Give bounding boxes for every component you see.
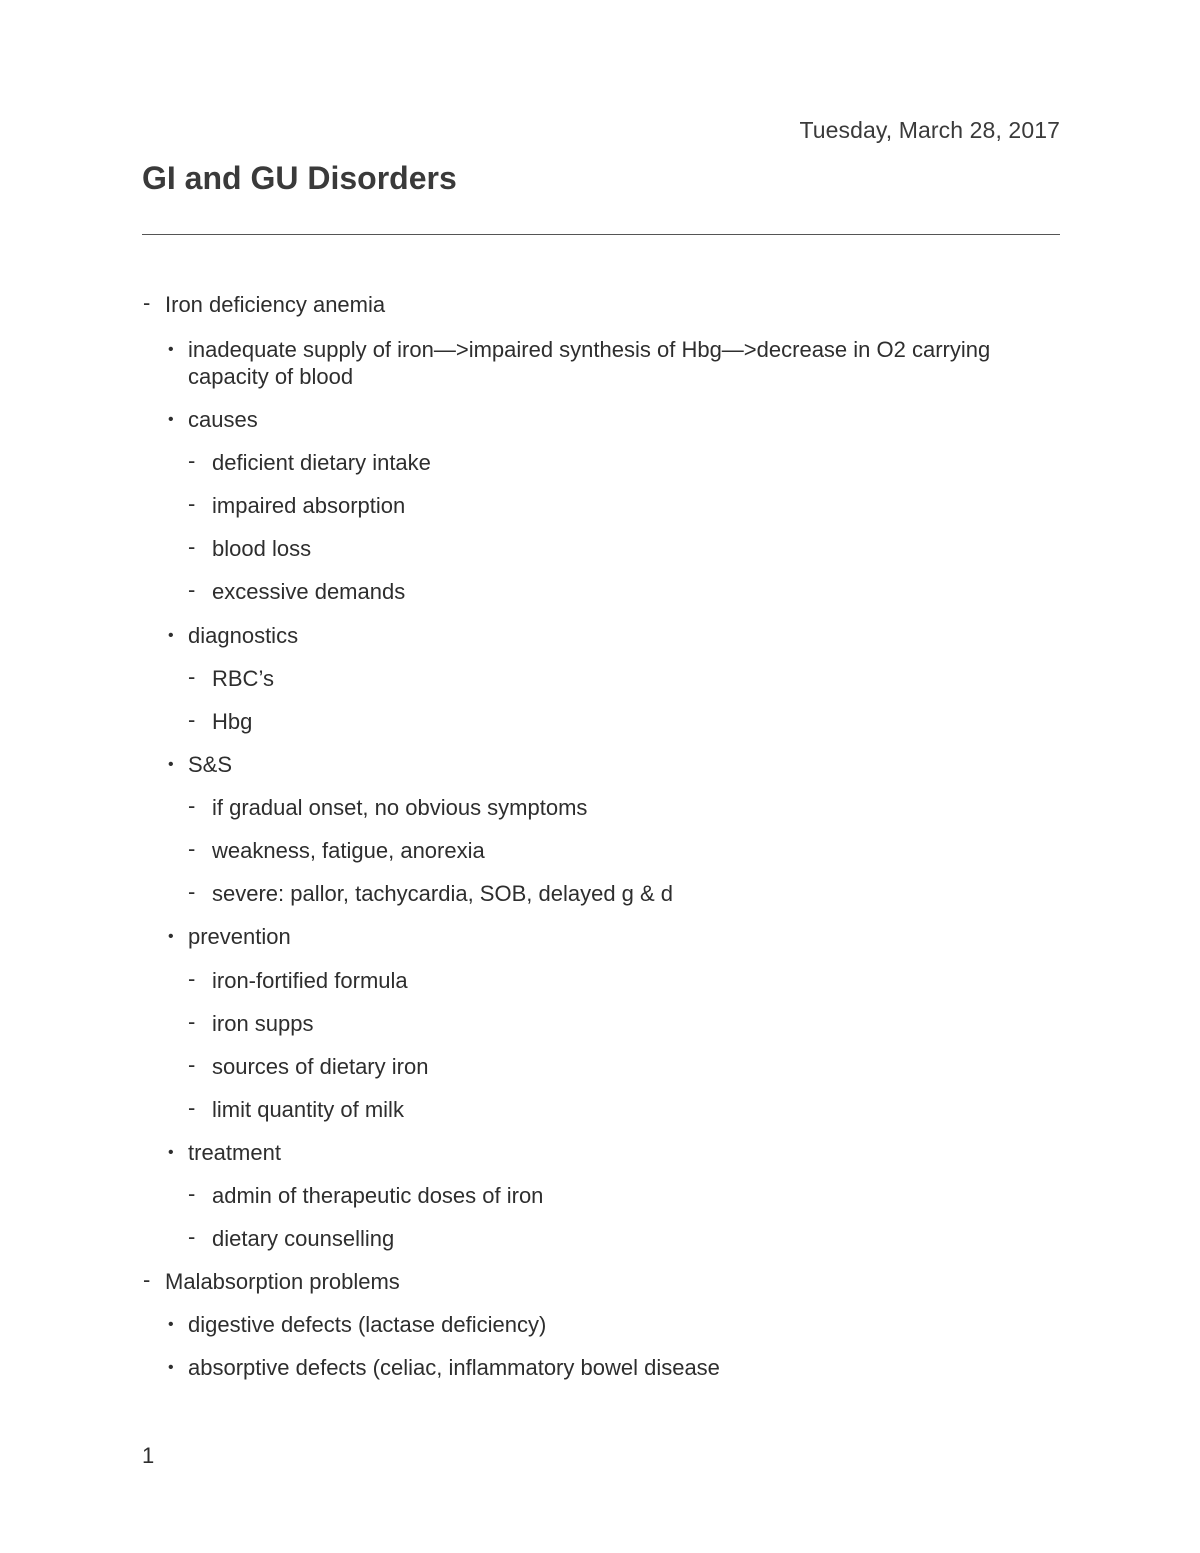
list-item [188, 1224, 395, 1252]
list-item [188, 491, 406, 519]
list-item [188, 1052, 429, 1080]
list-item [188, 793, 588, 821]
outline-label: treatment [188, 1140, 281, 1165]
bullet-marker: • [168, 627, 174, 644]
bullet-marker: • [168, 756, 174, 773]
list-item-label: dietary counselling [212, 1226, 395, 1251]
list-item-label: iron supps [212, 1011, 314, 1036]
list-item [188, 664, 274, 692]
dash-marker: - [188, 1181, 196, 1206]
outline-item-iron-deficiency [143, 290, 386, 318]
dash-marker: - [188, 836, 196, 861]
list-item [188, 836, 485, 864]
list-item-label: blood loss [212, 536, 312, 561]
dash-marker: - [188, 1052, 196, 1077]
dash-marker: - [188, 707, 196, 732]
outline-label: S&S [188, 752, 233, 777]
list-item [188, 534, 312, 562]
list-item [188, 1009, 314, 1037]
dash-marker: - [188, 448, 196, 473]
dash-marker: - [188, 879, 196, 904]
list-item [168, 1354, 720, 1381]
outline-item-treatment [168, 1139, 281, 1166]
dash-marker: - [188, 1009, 196, 1034]
bullet-marker: • [168, 1359, 174, 1376]
list-item-label: iron-fortified formula [212, 968, 408, 993]
outline-label: prevention [188, 924, 291, 949]
list-item-label: admin of therapeutic doses of iron [212, 1183, 544, 1208]
outline-item-signs-symptoms [168, 751, 233, 778]
outline-item-prevention [168, 923, 291, 950]
outline-label: causes [188, 407, 258, 432]
list-item-label: RBC’s [212, 666, 274, 691]
list-item [188, 1095, 404, 1123]
outline-label: inadequate supply of iron—>impaired synthesis of Hbg—>decrease in O2 carrying capacity of blood [188, 337, 991, 389]
bullet-marker: • [168, 341, 174, 358]
dash-marker: - [188, 534, 196, 559]
outline-label: diagnostics [188, 623, 299, 648]
dash-marker: - [188, 1095, 196, 1120]
list-item [188, 707, 253, 735]
date-label: Tuesday, March 28, 2017 [799, 117, 1060, 143]
bullet-marker: • [168, 1144, 174, 1161]
list-item [188, 448, 431, 476]
list-item-label: severe: pallor, tachycardia, SOB, delayed g & d [212, 881, 674, 906]
dash-marker: - [143, 290, 151, 315]
list-item-label: impaired absorption [212, 493, 406, 518]
list-item-label: digestive defects (lactase deficiency) [188, 1312, 547, 1337]
dash-marker: - [188, 793, 196, 818]
dash-marker: - [188, 577, 196, 602]
list-item-label: if gradual onset, no obvious symptoms [212, 795, 588, 820]
outline-label: Iron deficiency anemia [165, 292, 386, 317]
list-item [188, 879, 674, 907]
bullet-marker: • [168, 411, 174, 428]
page-title: GI and GU Disorders [142, 160, 457, 196]
list-item [188, 966, 408, 994]
list-item-label: Hbg [212, 709, 253, 734]
bullet-marker: • [168, 1316, 174, 1333]
list-item-label: sources of dietary iron [212, 1054, 429, 1079]
list-item-label: excessive demands [212, 579, 406, 604]
list-item-label: absorptive defects (celiac, inflammatory bowel disease [188, 1355, 720, 1380]
outline-item-definition [168, 336, 1058, 390]
list-item-label: weakness, fatigue, anorexia [212, 838, 485, 863]
outline-item-causes [168, 406, 258, 433]
dash-marker: - [188, 966, 196, 991]
outline-label: Malabsorption problems [165, 1269, 400, 1294]
list-item [188, 1181, 544, 1209]
dash-marker: - [188, 1224, 196, 1249]
dash-marker: - [143, 1267, 151, 1292]
bullet-marker: • [168, 928, 174, 945]
list-item-label: limit quantity of milk [212, 1097, 404, 1122]
title-divider [142, 234, 1060, 235]
dash-marker: - [188, 664, 196, 689]
outline-item-diagnostics [168, 622, 299, 649]
list-item [188, 577, 406, 605]
dash-marker: - [188, 491, 196, 516]
list-item [168, 1311, 547, 1338]
outline-item-malabsorption [143, 1267, 400, 1295]
page-number: 1 [142, 1443, 155, 1468]
list-item-label: deficient dietary intake [212, 450, 431, 475]
